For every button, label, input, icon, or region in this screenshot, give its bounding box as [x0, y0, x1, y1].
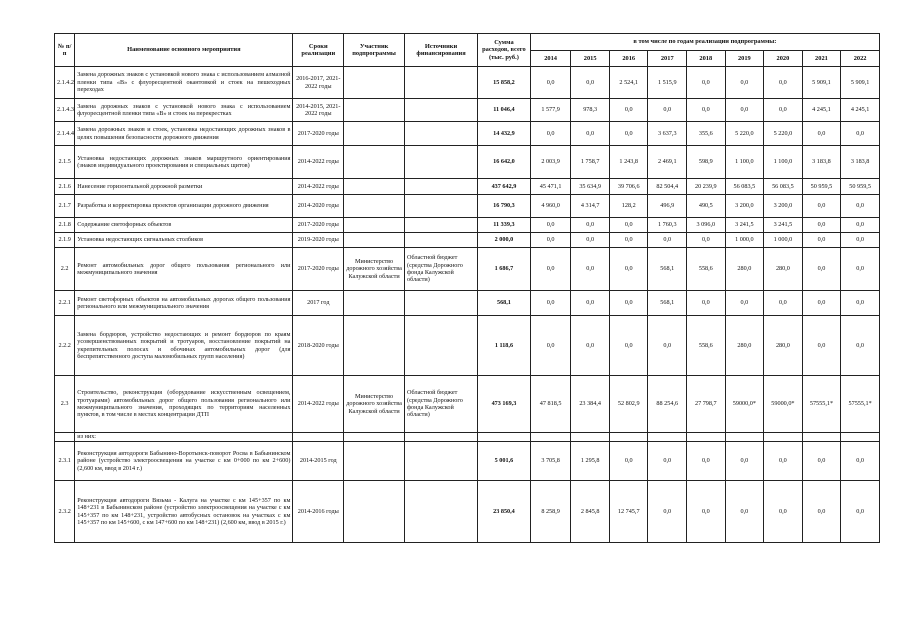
row-year-value: 2 003,9 — [530, 146, 571, 179]
row-year-value: 0,0 — [802, 481, 841, 543]
row-year-value: 3 200,0 — [725, 195, 764, 218]
row-year-value: 0,0 — [802, 195, 841, 218]
row-number — [55, 433, 75, 442]
row-terms: 2018-2020 годы — [293, 316, 344, 376]
row-year-value: 496,9 — [648, 195, 687, 218]
row-year-value: 0,0 — [687, 67, 726, 99]
row-year-value: 0,0 — [687, 233, 726, 248]
row-year-value — [648, 433, 687, 442]
row-sources — [405, 442, 478, 481]
row-terms: 2017-2020 годы — [293, 122, 344, 146]
row-year-value: 59000,0* — [764, 376, 803, 433]
row-year-value: 1 295,8 — [571, 442, 610, 481]
header-year: 2018 — [687, 51, 726, 67]
row-year-value: 52 802,9 — [609, 376, 648, 433]
row-sources — [405, 433, 478, 442]
row-terms: 2016-2017, 2021-2022 годы — [293, 67, 344, 99]
row-year-value: 0,0 — [841, 316, 880, 376]
row-participant — [344, 291, 405, 316]
row-name: Строительство, реконструкция (оборудование искусственным освещением, тротуарами) автомобильных дорог общего пользования регионального или межмуниципального значения, проходящих по территориям населенных пунктов, в том числе в местах концентрации ДТП — [75, 376, 293, 433]
row-sum: 2 000,0 — [478, 233, 531, 248]
row-year-value: 0,0 — [609, 233, 648, 248]
header-year: 2015 — [571, 51, 610, 67]
row-year-value: 0,0 — [764, 99, 803, 122]
row-year-value: 0,0 — [725, 67, 764, 99]
row-year-value: 0,0 — [725, 291, 764, 316]
table-row — [55, 99, 880, 122]
row-year-value: 5 220,0 — [764, 122, 803, 146]
row-year-value: 3 705,8 — [530, 442, 571, 481]
table-body — [55, 67, 880, 543]
row-year-value — [530, 433, 571, 442]
row-year-value: 56 083,5 — [725, 179, 764, 195]
row-sum: 5 001,6 — [478, 442, 531, 481]
row-year-value: 88 254,6 — [648, 376, 687, 433]
table-row — [55, 376, 880, 433]
row-sum: 23 850,4 — [478, 481, 531, 543]
row-year-value: 0,0 — [648, 442, 687, 481]
row-year-value: 57555,1* — [802, 376, 841, 433]
row-sources — [405, 316, 478, 376]
row-number: 2.2.1 — [55, 291, 75, 316]
row-year-value: 0,0 — [571, 122, 610, 146]
row-participant — [344, 218, 405, 233]
header-year: 2019 — [725, 51, 764, 67]
row-year-value: 0,0 — [571, 67, 610, 99]
row-year-value: 0,0 — [841, 233, 880, 248]
row-sum: 437 642,9 — [478, 179, 531, 195]
row-sum: 473 169,3 — [478, 376, 531, 433]
row-year-value: 0,0 — [764, 291, 803, 316]
row-number: 2.1.5 — [55, 146, 75, 179]
row-year-value: 0,0 — [530, 233, 571, 248]
row-year-value: 50 959,5 — [802, 179, 841, 195]
row-year-value: 4 960,0 — [530, 195, 571, 218]
row-number: 2.3.1 — [55, 442, 75, 481]
table-row — [55, 481, 880, 543]
row-year-value — [687, 433, 726, 442]
row-year-value: 0,0 — [841, 291, 880, 316]
header-row-top — [55, 34, 880, 51]
row-number: 2.1.4.2 — [55, 67, 75, 99]
row-year-value: 50 959,5 — [841, 179, 880, 195]
row-year-value: 57555,1* — [841, 376, 880, 433]
row-name: Ремонт светофорных объектов на автомобильных дорогах общего пользования регионального или межмуниципального значения — [75, 291, 293, 316]
row-year-value: 12 745,7 — [609, 481, 648, 543]
row-name: Замена дорожных знаков с установкой нового знака с использованием алмазной пленки типа «В» с флуоресцентной окантовкой и стоек на пешеходных переходах — [75, 67, 293, 99]
header-year: 2021 — [802, 51, 841, 67]
budget-table — [54, 33, 880, 543]
row-year-value: 2 524,1 — [609, 67, 648, 99]
row-sum: 568,1 — [478, 291, 531, 316]
header-sources: Источники финансирования — [405, 34, 478, 67]
row-year-value: 4 245,1 — [802, 99, 841, 122]
header-sum: Сумма расходов, всего (тыс. руб.) — [478, 34, 531, 67]
table-row — [55, 179, 880, 195]
row-year-value: 0,0 — [802, 291, 841, 316]
row-year-value — [802, 433, 841, 442]
row-year-value: 0,0 — [530, 122, 571, 146]
header-participant: Участник подпрограммы — [344, 34, 405, 67]
row-year-value: 20 239,9 — [687, 179, 726, 195]
row-year-value: 280,0 — [764, 248, 803, 291]
table-row — [55, 233, 880, 248]
row-year-value: 0,0 — [687, 481, 726, 543]
row-sum: 11 339,3 — [478, 218, 531, 233]
row-name: Нанесение горизонтальной дорожной разметки — [75, 179, 293, 195]
row-year-value: 59000,0* — [725, 376, 764, 433]
row-sum: 14 432,9 — [478, 122, 531, 146]
row-year-value: 3 241,5 — [764, 218, 803, 233]
row-year-value: 0,0 — [764, 481, 803, 543]
row-year-value: 0,0 — [687, 442, 726, 481]
row-year-value: 0,0 — [802, 233, 841, 248]
header-year: 2017 — [648, 51, 687, 67]
row-terms: 2014-2015 год — [293, 442, 344, 481]
row-year-value: 1 000,0 — [764, 233, 803, 248]
row-participant — [344, 122, 405, 146]
row-year-value: 1 000,0 — [725, 233, 764, 248]
row-year-value: 0,0 — [530, 291, 571, 316]
row-name: Установка недостающих сигнальных столбиков — [75, 233, 293, 248]
row-year-value: 0,0 — [841, 481, 880, 543]
row-sources — [405, 195, 478, 218]
row-year-value: 0,0 — [802, 218, 841, 233]
row-year-value: 5 909,1 — [841, 67, 880, 99]
row-year-value: 0,0 — [687, 99, 726, 122]
row-year-value: 0,0 — [648, 99, 687, 122]
row-sum: 11 046,4 — [478, 99, 531, 122]
row-number: 2.1.4.3 — [55, 99, 75, 122]
row-year-value: 3 200,0 — [764, 195, 803, 218]
row-year-value: 128,2 — [609, 195, 648, 218]
row-participant — [344, 195, 405, 218]
row-participant — [344, 433, 405, 442]
row-year-value: 3 096,0 — [687, 218, 726, 233]
row-year-value: 0,0 — [841, 442, 880, 481]
row-number: 2.3.2 — [55, 481, 75, 543]
row-year-value: 0,0 — [609, 291, 648, 316]
row-terms: 2017 год — [293, 291, 344, 316]
header-year: 2022 — [841, 51, 880, 67]
row-year-value: 0,0 — [609, 122, 648, 146]
row-number: 2.1.4.4 — [55, 122, 75, 146]
row-year-value: 0,0 — [571, 233, 610, 248]
row-sum: 1 118,6 — [478, 316, 531, 376]
row-number: 2.1.7 — [55, 195, 75, 218]
row-year-value: 0,0 — [648, 316, 687, 376]
row-terms: 2014-2022 годы — [293, 376, 344, 433]
row-terms: 2017-2020 годы — [293, 218, 344, 233]
row-year-value: 0,0 — [609, 99, 648, 122]
row-sum: 16 790,3 — [478, 195, 531, 218]
row-number: 2.1.6 — [55, 179, 75, 195]
row-year-value: 0,0 — [571, 316, 610, 376]
row-sources — [405, 67, 478, 99]
row-year-value: 0,0 — [648, 481, 687, 543]
row-year-value: 0,0 — [571, 218, 610, 233]
row-year-value: 2 845,8 — [571, 481, 610, 543]
row-terms: 2019-2020 годы — [293, 233, 344, 248]
row-number: 2.3 — [55, 376, 75, 433]
row-sources: Областной бюджет (средства Дорожного фонда Калужской области) — [405, 376, 478, 433]
row-year-value: 0,0 — [725, 481, 764, 543]
row-year-value: 47 818,5 — [530, 376, 571, 433]
row-year-value: 4 245,1 — [841, 99, 880, 122]
table-row — [55, 218, 880, 233]
row-participant — [344, 316, 405, 376]
row-year-value: 355,6 — [687, 122, 726, 146]
row-year-value — [841, 433, 880, 442]
row-year-value: 0,0 — [725, 442, 764, 481]
row-year-value: 0,0 — [687, 291, 726, 316]
row-participant — [344, 481, 405, 543]
row-participant: Министерство дорожного хозяйства Калужской области — [344, 376, 405, 433]
row-name: Установка недостающих дорожных знаков маршрутного ориентирования (знаков индивидуального проектирования и специальных щитов) — [75, 146, 293, 179]
row-year-value: 0,0 — [571, 291, 610, 316]
row-name: Ремонт автомобильных дорог общего пользования регионального или межмуниципального значения — [75, 248, 293, 291]
row-year-value: 2 469,1 — [648, 146, 687, 179]
row-name: Содержание светофорных объектов — [75, 218, 293, 233]
row-year-value: 558,6 — [687, 248, 726, 291]
row-sum: 15 858,2 — [478, 67, 531, 99]
row-year-value: 56 083,5 — [764, 179, 803, 195]
row-year-value: 568,1 — [648, 248, 687, 291]
row-sum: 16 642,0 — [478, 146, 531, 179]
row-year-value: 3 637,3 — [648, 122, 687, 146]
row-name: Реконструкция автодороги Вязьма - Калуга на участке с км 145+357 по км 148+231 в Бабынинском районе (устройство электроосвещения на участке с км 145+357 по км 148+231, устройство автобусных остановок на участках с км 145+357 по км 145+600, с км 147+600 по км 148+231) (2,600 км, ввод в 2015 г.) — [75, 481, 293, 543]
table-row — [55, 248, 880, 291]
row-year-value: 490,5 — [687, 195, 726, 218]
row-sources — [405, 122, 478, 146]
table-row — [55, 146, 880, 179]
row-year-value: 0,0 — [802, 122, 841, 146]
row-year-value: 45 471,1 — [530, 179, 571, 195]
table-row — [55, 67, 880, 99]
row-year-value: 0,0 — [841, 122, 880, 146]
row-participant — [344, 67, 405, 99]
row-sources — [405, 218, 478, 233]
row-year-value: 0,0 — [841, 195, 880, 218]
row-sum — [478, 433, 531, 442]
row-year-value: 82 504,4 — [648, 179, 687, 195]
row-year-value: 4 314,7 — [571, 195, 610, 218]
row-sources — [405, 291, 478, 316]
header-by-year: в том числе по годам реализации подпрограммы: — [530, 34, 879, 51]
row-year-value: 0,0 — [530, 248, 571, 291]
header-year: 2020 — [764, 51, 803, 67]
row-participant — [344, 99, 405, 122]
row-year-value: 5 909,1 — [802, 67, 841, 99]
row-sources: Областной бюджет (средства Дорожного фонда Калужской области) — [405, 248, 478, 291]
row-year-value: 0,0 — [802, 248, 841, 291]
row-year-value: 35 634,9 — [571, 179, 610, 195]
row-participant: Министерство дорожного хозяйства Калужской области — [344, 248, 405, 291]
row-terms — [293, 433, 344, 442]
budget-table-sheet — [54, 33, 880, 543]
row-terms: 2014-2015, 2021-2022 годы — [293, 99, 344, 122]
header-terms: Сроки реализации — [293, 34, 344, 67]
header-num: № п/п — [55, 34, 75, 67]
row-year-value: 8 258,9 — [530, 481, 571, 543]
row-number: 2.1.8 — [55, 218, 75, 233]
row-year-value: 280,0 — [725, 316, 764, 376]
row-year-value: 0,0 — [841, 248, 880, 291]
row-year-value: 0,0 — [648, 233, 687, 248]
row-name: Разработка и корректировка проектов организации дорожного движения — [75, 195, 293, 218]
row-name: Замена дорожных знаков и стоек, установка недостающих дорожных знаков в целях повышения безопасности дорожного движения — [75, 122, 293, 146]
row-year-value: 23 384,4 — [571, 376, 610, 433]
row-year-value: 0,0 — [764, 67, 803, 99]
row-year-value: 27 798,7 — [687, 376, 726, 433]
row-year-value: 978,3 — [571, 99, 610, 122]
row-year-value: 1 515,9 — [648, 67, 687, 99]
row-year-value: 280,0 — [764, 316, 803, 376]
row-name: Замена бордюров, устройство недостающих и ремонт бордюров по краям усовершенствованных покрытий и тротуаров, восстановление покрытий на укрепительных полосах и обочинах автомобильных дорог (для беспрепятственного доступа маломобильных групп населения) — [75, 316, 293, 376]
row-sum: 1 686,7 — [478, 248, 531, 291]
row-year-value: 558,6 — [687, 316, 726, 376]
row-year-value: 0,0 — [725, 99, 764, 122]
table-row — [55, 195, 880, 218]
row-year-value: 0,0 — [609, 442, 648, 481]
row-name: Замена дорожных знаков с установкой нового знака с использованием флуоресцентной пленки типа «В» и стоек на перекрестках — [75, 99, 293, 122]
row-year-value: 3 183,8 — [802, 146, 841, 179]
row-year-value: 0,0 — [764, 442, 803, 481]
row-participant — [344, 233, 405, 248]
row-number: 2.1.9 — [55, 233, 75, 248]
row-year-value: 0,0 — [609, 248, 648, 291]
row-terms: 2014-2020 годы — [293, 195, 344, 218]
row-number: 2.2.2 — [55, 316, 75, 376]
row-terms: 2014-2016 годы — [293, 481, 344, 543]
row-year-value: 39 706,6 — [609, 179, 648, 195]
row-year-value: 0,0 — [802, 316, 841, 376]
row-year-value: 3 241,5 — [725, 218, 764, 233]
row-year-value: 0,0 — [530, 67, 571, 99]
row-terms: 2014-2022 годы — [293, 146, 344, 179]
row-terms: 2017-2020 годы — [293, 248, 344, 291]
row-year-value: 5 220,0 — [725, 122, 764, 146]
table-row — [55, 433, 880, 442]
row-year-value: 0,0 — [609, 218, 648, 233]
row-year-value: 1 760,3 — [648, 218, 687, 233]
row-number: 2.2 — [55, 248, 75, 291]
table-row — [55, 291, 880, 316]
table-row — [55, 316, 880, 376]
row-year-value: 3 183,8 — [841, 146, 880, 179]
table-row — [55, 442, 880, 481]
row-participant — [344, 146, 405, 179]
row-sources — [405, 99, 478, 122]
row-year-value — [764, 433, 803, 442]
header-year: 2014 — [530, 51, 571, 67]
header-name: Наименование основного мероприятия — [75, 34, 293, 67]
row-year-value — [571, 433, 610, 442]
row-terms: 2014-2022 годы — [293, 179, 344, 195]
row-year-value — [725, 433, 764, 442]
header-year: 2016 — [609, 51, 648, 67]
row-participant — [344, 442, 405, 481]
row-year-value: 1 100,0 — [725, 146, 764, 179]
row-sources — [405, 481, 478, 543]
row-name: Реконструкция автодороги Бабынино-Воротынск-поворот Росва в Бабынинском районе (устройство электроосвещения на участке с км 0+000 по км 2+600) (2,600 км, ввод в 2014 г.) — [75, 442, 293, 481]
row-name: из них: — [75, 433, 293, 442]
row-year-value: 0,0 — [609, 316, 648, 376]
row-year-value: 1 758,7 — [571, 146, 610, 179]
row-year-value: 568,1 — [648, 291, 687, 316]
row-year-value: 1 577,9 — [530, 99, 571, 122]
row-year-value: 0,0 — [802, 442, 841, 481]
row-year-value: 1 243,8 — [609, 146, 648, 179]
row-sources — [405, 233, 478, 248]
row-year-value: 0,0 — [530, 218, 571, 233]
row-year-value — [609, 433, 648, 442]
row-year-value: 1 100,0 — [764, 146, 803, 179]
table-row — [55, 122, 880, 146]
row-participant — [344, 179, 405, 195]
row-year-value: 280,0 — [725, 248, 764, 291]
row-year-value: 598,9 — [687, 146, 726, 179]
row-sources — [405, 146, 478, 179]
row-year-value: 0,0 — [530, 316, 571, 376]
row-year-value: 0,0 — [571, 248, 610, 291]
row-year-value: 0,0 — [841, 218, 880, 233]
row-sources — [405, 179, 478, 195]
